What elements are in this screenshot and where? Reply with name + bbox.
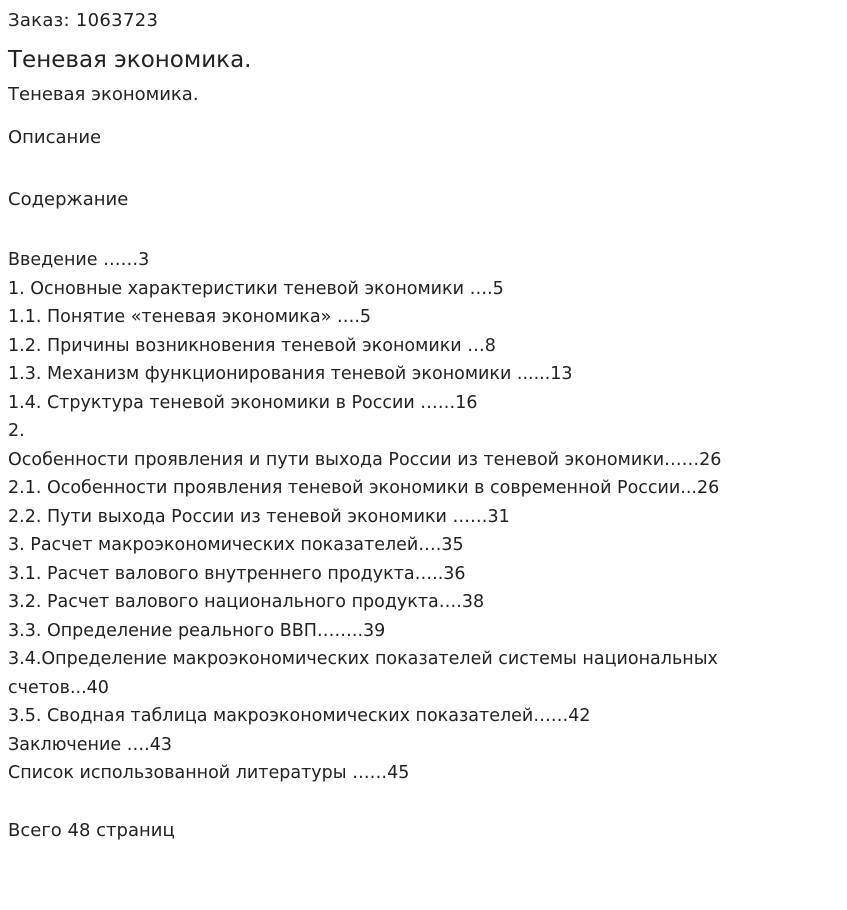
- toc-item: 3.4.Определение макроэкономических показателей системы национальных счетов...40: [8, 649, 718, 698]
- toc-item: 3.1. Расчет валового внутреннего продукта…..36: [8, 563, 466, 584]
- toc-item: 1.4. Структура теневой экономики в России ……16: [8, 392, 478, 413]
- table-of-contents: [8, 246, 808, 788]
- toc-item: Список использованной литературы ……45: [8, 763, 410, 783]
- toc-item: 3.3. Определение реального ВВП……..39: [8, 620, 386, 641]
- total-pages: Всего 48 страниц: [8, 819, 175, 841]
- toc-item: 1.1. Понятие «теневая экономика» ….5: [8, 307, 372, 327]
- toc-item: 2.1. Особенности проявления теневой экономики в современной России...26: [8, 478, 720, 498]
- toc-item: 1. Основные характеристики теневой экономики ….5: [8, 278, 504, 299]
- order-number: Заказ: 1063723: [8, 10, 159, 31]
- toc-item: Особенности проявления и пути выхода России из теневой экономики……26: [8, 449, 722, 470]
- toc-item: 2.: [8, 421, 25, 441]
- toc-item: 3. Расчет макроэкономических показателей….35: [8, 535, 464, 555]
- toc-item: 2.2. Пути выхода России из теневой экономики ……31: [8, 506, 510, 527]
- toc-item: 3.2. Расчет валового национального продукта….38: [8, 592, 485, 612]
- toc-item: 1.3. Механизм функционирования теневой экономики ......13: [8, 364, 573, 384]
- toc-item: Заключение ….43: [8, 734, 173, 755]
- toc-item: 1.2. Причины возникновения теневой экономики …8: [8, 335, 496, 356]
- contents-heading: Содержание: [8, 189, 129, 210]
- page-subtitle: Теневая экономика.: [8, 84, 199, 105]
- toc-item: 3.5. Сводная таблица макроэкономических показателей……42: [8, 706, 591, 726]
- description-heading: Описание: [8, 127, 102, 148]
- page-title: Теневая экономика.: [8, 47, 252, 73]
- toc-item: Введение ……3: [8, 250, 150, 270]
